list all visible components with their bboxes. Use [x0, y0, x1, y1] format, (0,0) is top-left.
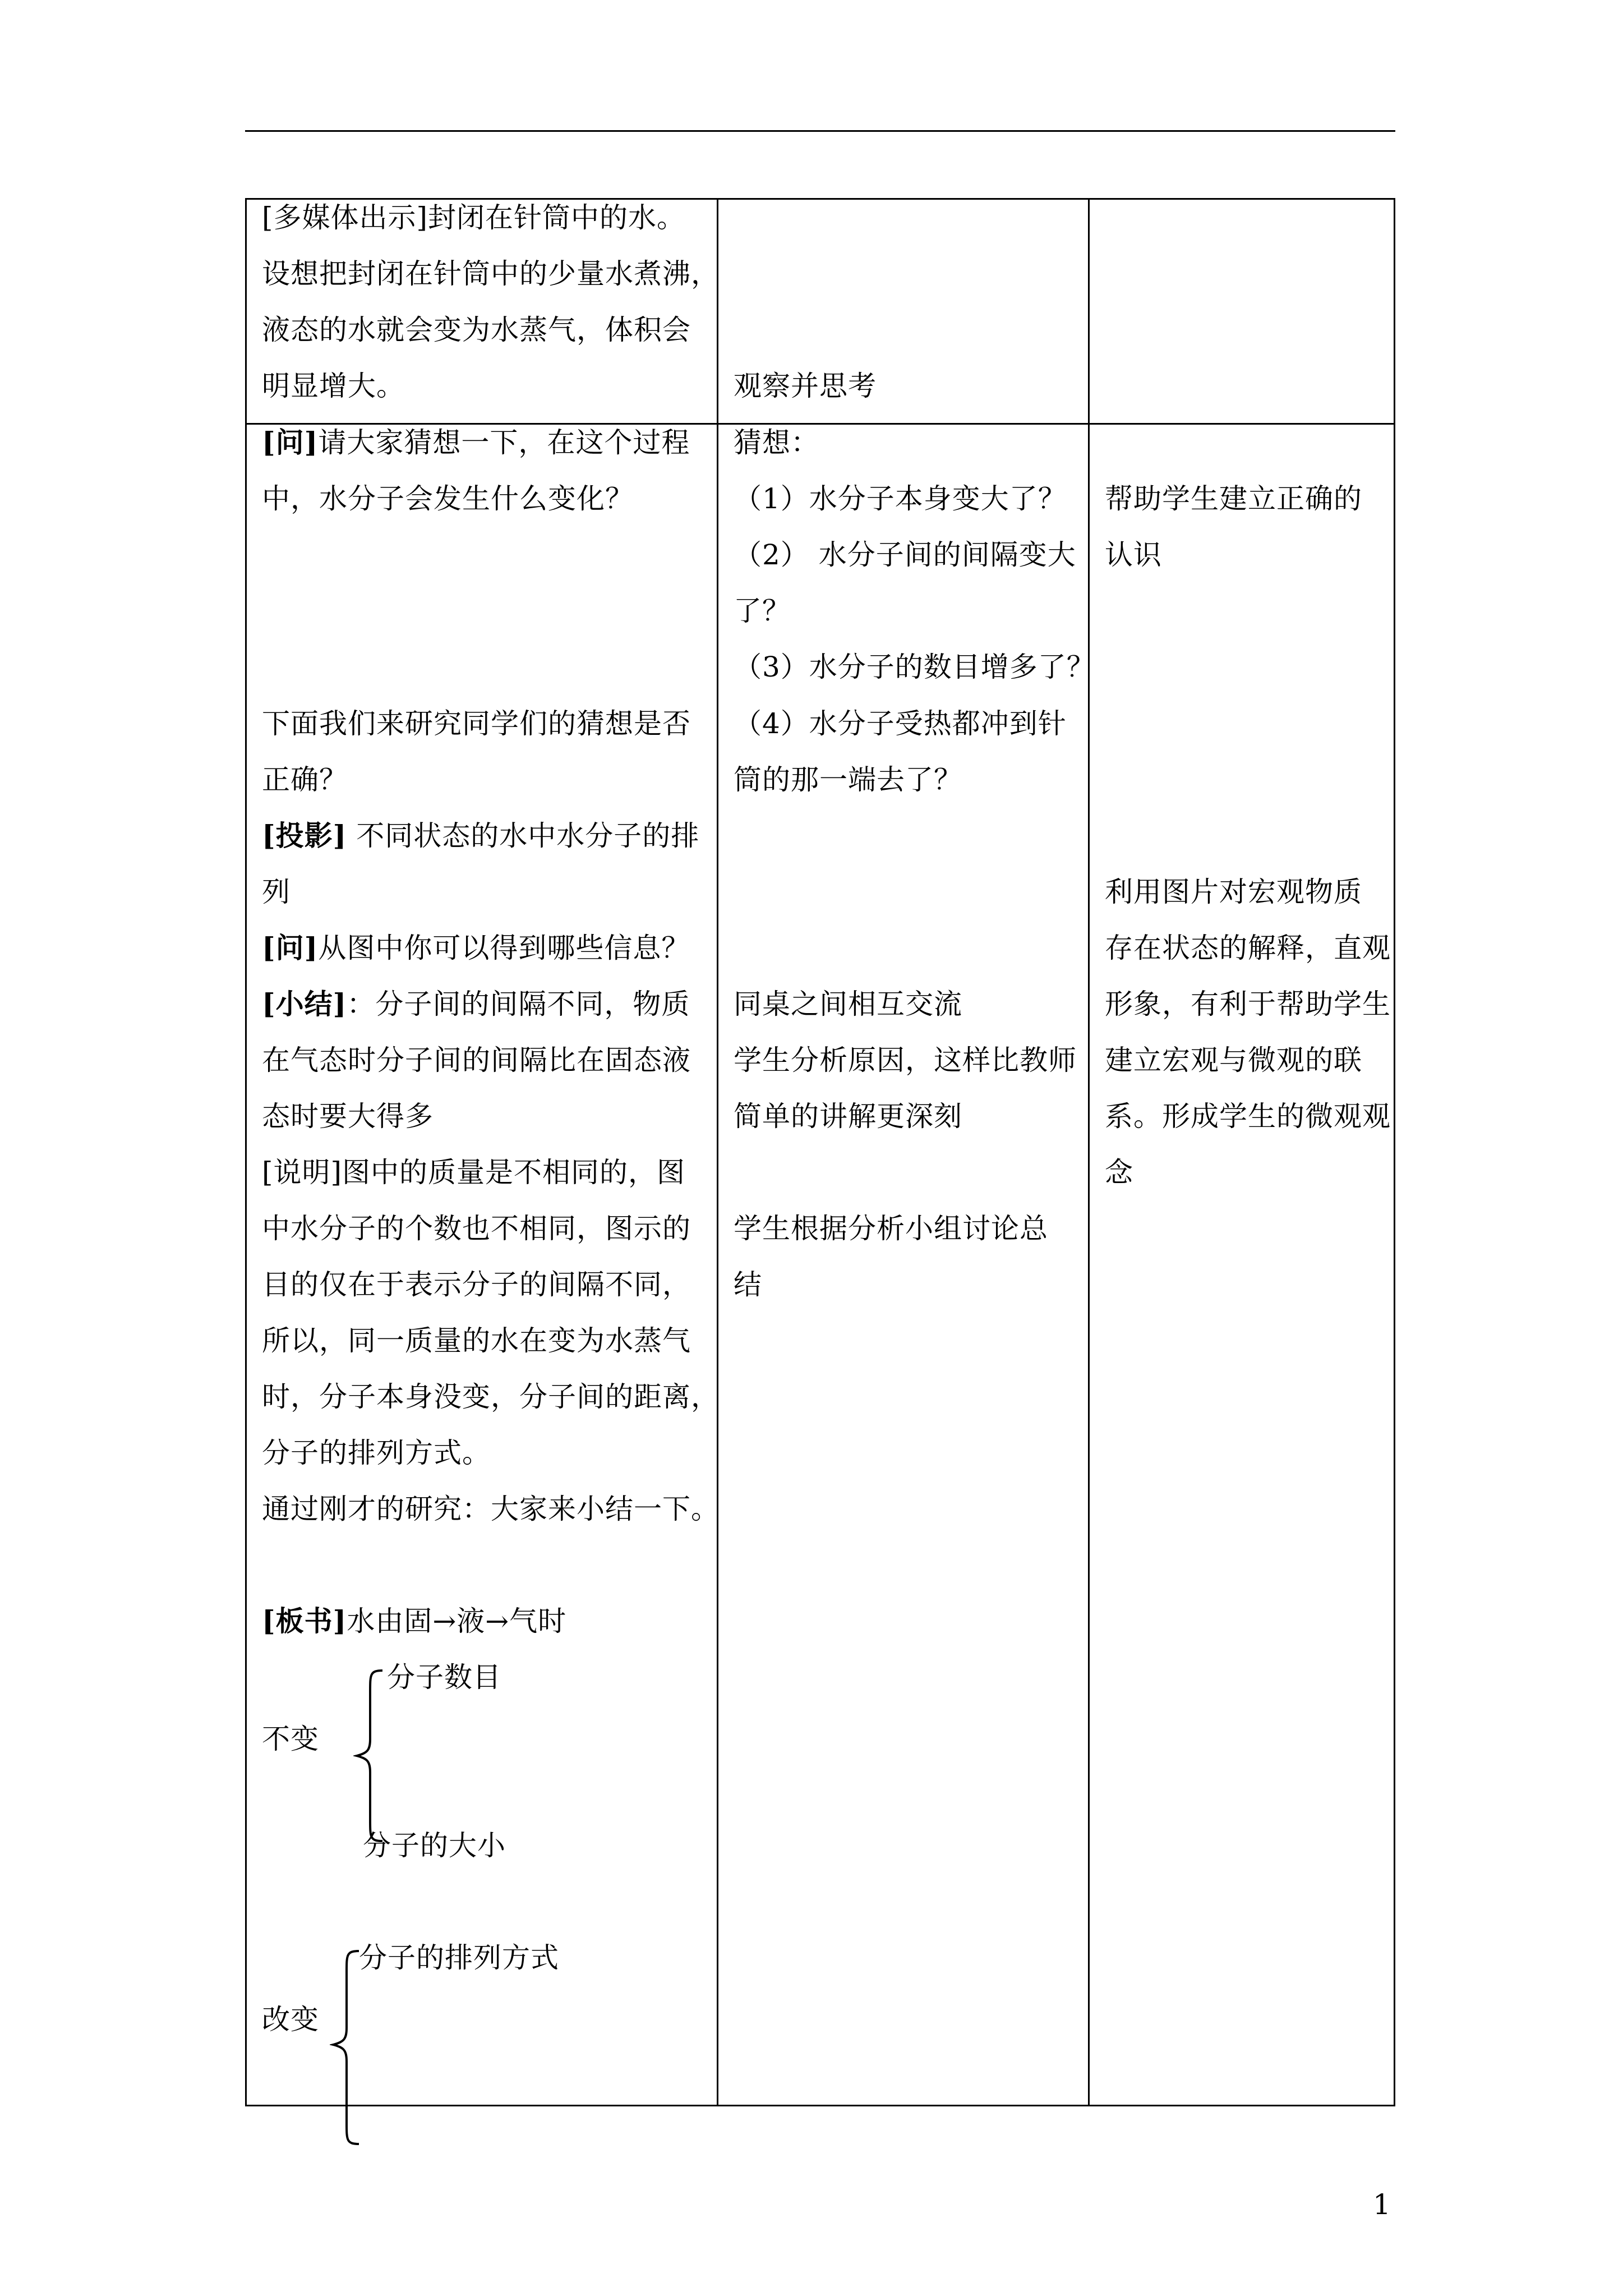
brace-changed — [330, 1949, 363, 2146]
text-line: 下面我们来研究同学们的猜想是否 — [262, 707, 691, 740]
text-line: 学生根据分析小组讨论总 — [734, 1212, 1048, 1245]
text-line: 明显增大。 — [262, 370, 405, 402]
projection-line — [262, 808, 699, 864]
text-line: 列 — [262, 876, 291, 908]
text-line: 念 — [1105, 1156, 1133, 1189]
guess-item: 筒的那一端去了？ — [734, 763, 962, 796]
question-text: 请大家猜想一下，在这个过程 — [318, 426, 690, 459]
summary-text: ：分子间的间隔不同，物质 — [347, 988, 690, 1020]
note-line: 分子的排列方式。 — [262, 1437, 491, 1469]
text-line: 建立宏观与微观的联 — [1105, 1044, 1362, 1076]
guess-item: （1）水分子本身变大了？ — [734, 482, 1067, 515]
question-line — [262, 415, 690, 471]
page-number: 1 — [1373, 2188, 1391, 2221]
text-line: 正确？ — [262, 763, 348, 796]
summary-line — [262, 976, 690, 1032]
text-line: 结 — [734, 1268, 762, 1301]
note-line: 时，分子本身没变，分子间的距离， — [262, 1381, 720, 1413]
text-line: 中，水分子会发生什么变化？ — [262, 482, 634, 515]
brace-unchanged — [353, 1669, 387, 1843]
text-line: 同桌之间相互交流 — [734, 988, 962, 1020]
brace-item: 分子数目 — [387, 1661, 501, 1694]
text-line: [多媒体出示]封闭在针筒中的水。 — [262, 201, 686, 234]
text-line: 简单的讲解更深刻 — [734, 1100, 962, 1133]
guess-title: 猜想： — [734, 426, 819, 459]
text-line: 存在状态的解释，直观 — [1105, 932, 1391, 964]
text-line: 态时要大得多 — [262, 1100, 434, 1133]
guess-item: （3）水分子的数目增多了？ — [734, 651, 1095, 683]
note-line: 通过刚才的研究：大家来小结一下。 — [262, 1493, 720, 1525]
brace-item: 分子的排列方式 — [359, 1941, 559, 1974]
text-line: 形象，有利于帮助学生 — [1105, 988, 1391, 1020]
table-border-bottom — [245, 2105, 1395, 2106]
note-line: 所以，同一质量的水在变为水蒸气 — [262, 1324, 691, 1357]
question-tag: [问] — [262, 426, 319, 459]
note-line: 目的仅在于表示分子的间隔不同， — [262, 1268, 691, 1301]
text-line: 设想把封闭在针筒中的少量水煮沸， — [262, 257, 720, 290]
column-divider-1 — [717, 198, 718, 2106]
table-border-right — [1394, 198, 1395, 2106]
brace-label-unchanged: 不变 — [262, 1723, 319, 1755]
note-line: [说明]图中的质量是不相同的，图 — [262, 1156, 686, 1189]
text-line: 液态的水就会变为水蒸气，体积会 — [262, 314, 691, 346]
text-line: 帮助学生建立正确的 — [1105, 482, 1362, 515]
board-tag: [板书] — [262, 1604, 347, 1637]
summary-tag: [小结] — [262, 987, 347, 1020]
brace-label-changed: 改变 — [262, 2003, 319, 2036]
question-tag: [问] — [262, 931, 319, 964]
brace-item: 分子的大小 — [363, 1829, 506, 1862]
projection-tag: [投影] — [262, 819, 347, 852]
text-line: 学生分析原因，这样比教师 — [734, 1044, 1077, 1076]
board-text: 水由固→液→气时 — [347, 1605, 567, 1637]
question-text: 从图中你可以得到哪些信息？ — [318, 932, 690, 964]
text-line: 系。形成学生的微观观 — [1105, 1100, 1391, 1133]
text-line: 利用图片对宏观物质 — [1105, 876, 1362, 908]
text-line: 认识 — [1105, 539, 1162, 571]
guess-item: （2） 水分子间的间隔变大 — [734, 539, 1076, 571]
question-line — [262, 920, 690, 976]
header-rule — [245, 130, 1395, 132]
guess-item: （4）水分子受热都冲到针 — [734, 707, 1067, 740]
guess-item: 了？ — [734, 595, 791, 627]
column-divider-2 — [1088, 198, 1090, 2106]
board-line — [262, 1593, 566, 1649]
note-line: 中水分子的个数也不相同，图示的 — [262, 1212, 691, 1245]
table-border-left — [245, 198, 247, 2106]
text-line: 在气态时分子间的间隔比在固态液 — [262, 1044, 691, 1076]
projection-text: 不同状态的水中水分子的排 — [347, 820, 700, 852]
text-line: 观察并思考 — [734, 370, 877, 402]
